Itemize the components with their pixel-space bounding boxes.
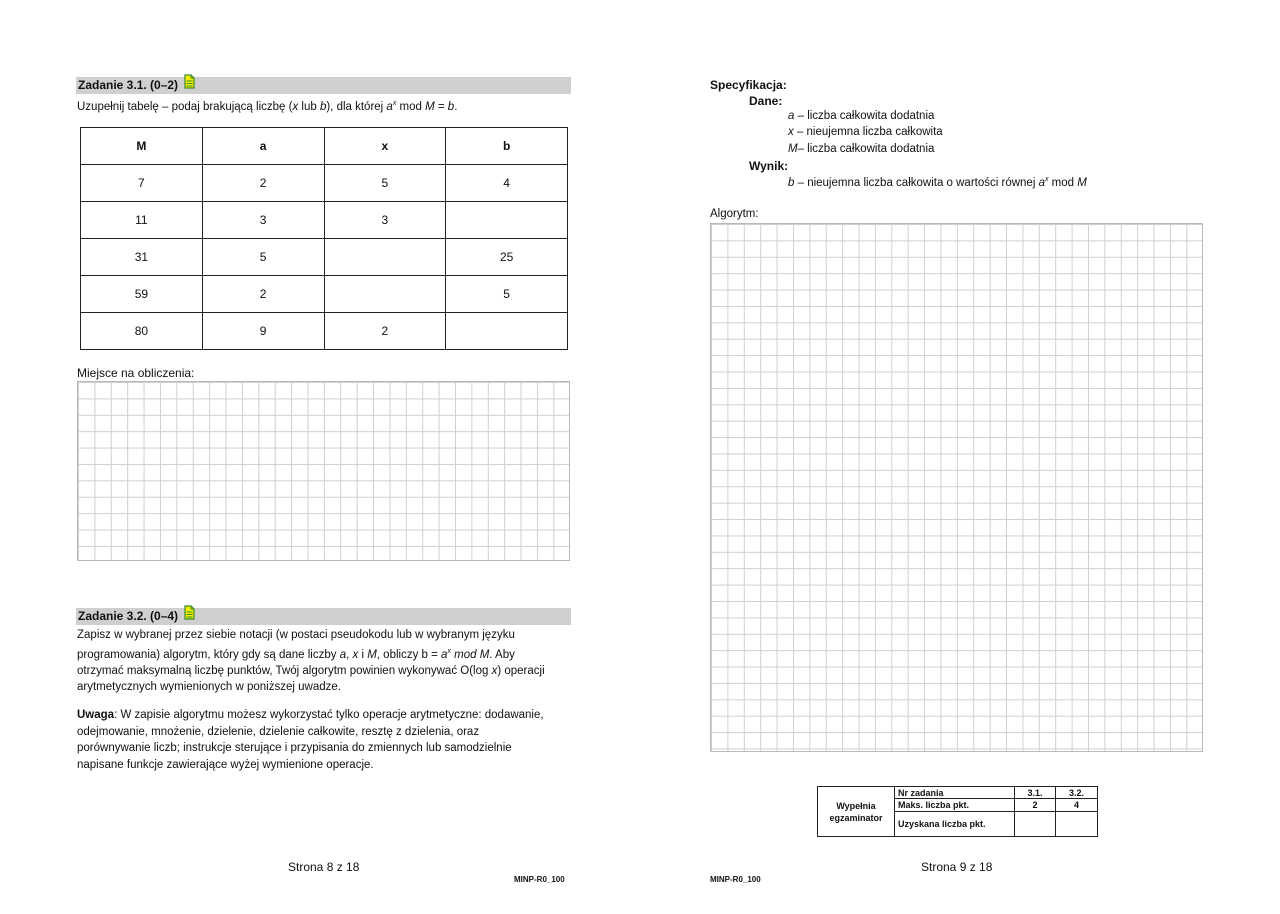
table-cell: 5 (446, 276, 568, 313)
note-label: Uwaga (77, 709, 115, 721)
dane-label: Dane: (749, 94, 783, 108)
page-number-left: Strona 8 z 18 (288, 860, 360, 874)
table-header-cell: a (202, 128, 324, 165)
text-line: napisane funkcje zawierające wyżej wymienione operacje. (77, 758, 374, 771)
page-number-right: Strona 9 z 18 (921, 860, 993, 874)
table-header-row (81, 128, 568, 165)
table-row (81, 165, 568, 202)
wynik-label: Wynik: (749, 159, 789, 173)
algorithm-grid[interactable] (710, 223, 1203, 752)
document-code-right: MINP-R0_100 (710, 875, 761, 884)
text-line: odejmowanie, mnożenie, dzielenie, dzielenie całkowite, resztę z dzielenia, oraz (77, 725, 480, 738)
table-row (818, 787, 1098, 799)
score-input-cell[interactable] (1015, 812, 1056, 837)
text-line: programowania) algorytm, który gdy są dane liczby a, x i M, obliczy $b = a^x$ mod M. Aby (77, 647, 515, 661)
score-max-value: 4 (1056, 799, 1098, 812)
task-3-2-header (76, 608, 571, 625)
table-header-cell: M (81, 128, 203, 165)
task-3-1-instruction: Uzupełnij tabelę – podaj brakującą liczbę (x lub b), dla której $a^x$ mod M = b. (77, 100, 458, 113)
table-cell: 80 (81, 313, 203, 350)
score-row-label: Wypełnia egzaminator (818, 787, 895, 837)
score-max-value: 2 (1015, 799, 1056, 812)
text-line: porównywanie liczb; instrukcje sterujące i przypisania do zmiennych lub samodzielnie (77, 742, 512, 754)
table-header-cell: b (446, 128, 568, 165)
table-cell: 59 (81, 276, 203, 313)
answer-cell[interactable] (324, 276, 446, 313)
document-code-left: MINP-R0_100 (514, 875, 565, 884)
score-nr-value: 3.1. (1015, 787, 1056, 799)
text-line: Uwaga: W zapisie algorytmu możesz wykorzystać tylko operacje arytmetyczne: dodawanie, (77, 709, 544, 721)
score-table (817, 786, 1098, 837)
score-max-label: Maks. liczba pkt. (895, 799, 1015, 812)
algorithm-label: Algorytm: (710, 208, 759, 220)
table-cell: 31 (81, 239, 203, 276)
table-row (81, 313, 568, 350)
score-got-label: Uzyskana liczba pkt. (895, 812, 1015, 837)
task-3-2-note (77, 707, 577, 773)
dane-item: a – liczba całkowita dodatnia (788, 110, 935, 122)
table-cell: 2 (202, 276, 324, 313)
text-line: otrzymać maksymalną liczbę punktów, Twój algorytm powinien wykonywać O(log x) operacji (77, 664, 545, 677)
wynik-item: b – nieujemna liczba całkowita o wartości równej $a^x$ mod M (788, 176, 1087, 189)
table-cell: 3 (324, 202, 446, 239)
table-cell: 5 (202, 239, 324, 276)
calc-grid[interactable] (77, 381, 570, 561)
table-row (81, 239, 568, 276)
score-nr-value: 3.2. (1056, 787, 1098, 799)
document-icon (184, 605, 195, 625)
table-cell: 11 (81, 202, 203, 239)
calc-area-label: Miejsce na obliczenia: (77, 366, 195, 380)
table-cell: 2 (202, 165, 324, 202)
task-3-2-title: Zadanie 3.2. (0–4) (78, 609, 179, 623)
table-row (81, 276, 568, 313)
score-input-cell[interactable] (1056, 812, 1098, 837)
score-nr-label: Nr zadania (895, 787, 1015, 799)
spec-title: Specyfikacja: (710, 78, 787, 92)
table-cell: 4 (446, 165, 568, 202)
text-line: arytmetycznych wymienionych w poniższej uwadze. (77, 681, 341, 694)
task-3-1-title: Zadanie 3.1. (0–2) (78, 78, 179, 92)
document-icon (184, 74, 195, 94)
table-cell: 2 (324, 313, 446, 350)
task-3-2-description (77, 627, 577, 696)
dane-item: M– liczba całkowita dodatnia (788, 143, 935, 155)
table-cell: 7 (81, 165, 203, 202)
dane-item: x – nieujemna liczba całkowita (788, 126, 943, 138)
table-cell: 9 (202, 313, 324, 350)
modulo-table (80, 127, 568, 350)
answer-cell[interactable] (446, 313, 568, 350)
table-cell: 25 (446, 239, 568, 276)
task-3-1-header (76, 77, 571, 94)
answer-cell[interactable] (446, 202, 568, 239)
answer-cell[interactable] (324, 239, 446, 276)
table-cell: 3 (202, 202, 324, 239)
text-line: Zapisz w wybranej przez siebie notacji (w postaci pseudokodu lub w wybranym języku (77, 629, 515, 641)
table-row (81, 202, 568, 239)
table-cell: 5 (324, 165, 446, 202)
table-header-cell: x (324, 128, 446, 165)
